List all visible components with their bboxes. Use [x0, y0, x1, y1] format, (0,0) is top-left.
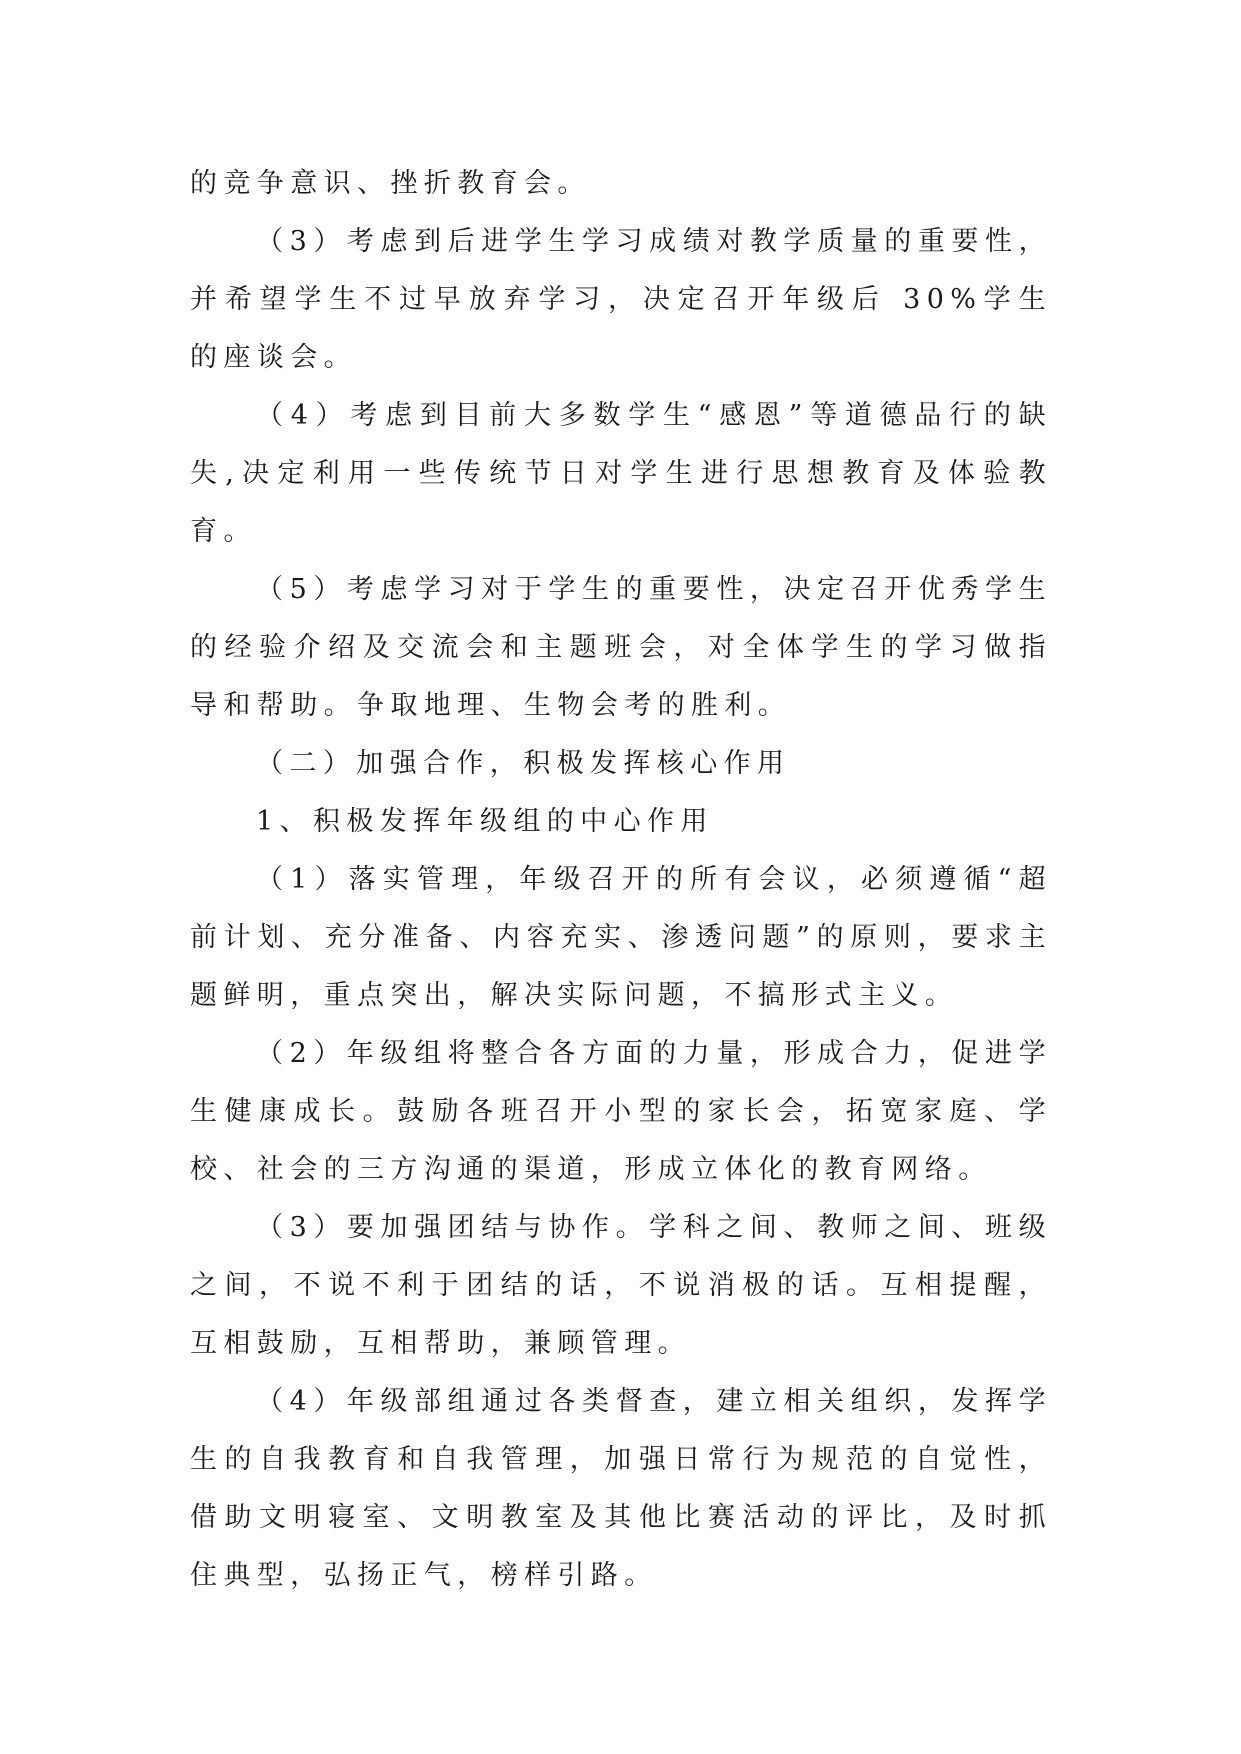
paragraph-item-5: （5）考虑学习对于学生的重要性，决定召开优秀学生的经验介绍及交流会和主题班会，对全体学生的学习做指导和帮助。争取地理、生物会考的胜利。	[190, 574, 1052, 721]
document-body	[190, 155, 1052, 1605]
paragraph-item-3: （3）考虑到后进学生学习成绩对教学质量的重要性，并希望学生不过早放弃学习，决定召开年级后 30%学生的座谈会。	[190, 226, 1052, 373]
paragraph-management-2: （2）年级组将整合各方面的力量，形成合力，促进学生健康成长。鼓励各班召开小型的家长会，拓宽家庭、学校、社会的三方沟通的渠道，形成立体化的教育网络。	[190, 1038, 1052, 1185]
subsection-heading-grade-group: 1、积极发挥年级组的中心作用	[256, 806, 714, 837]
paragraph-management-1: （1）落实管理，年级召开的所有会议，必须遵循“超前计划、充分准备、内容充实、渗透问题”的原则，要求主题鲜明，重点突出，解决实际问题，不搞形式主义。	[190, 864, 1052, 1011]
section-heading-cooperation: （二）加强合作，积极发挥核心作用	[256, 748, 791, 779]
paragraph-continuation: 的竞争意识、挫折教育会。	[190, 168, 591, 199]
paragraph-management-4: （4）年级部组通过各类督查，建立相关组织，发挥学生的自我教育和自我管理，加强日常行为规范的自觉性，借助文明寝室、文明教室及其他比赛活动的评比，及时抓住典型，弘扬正气，榜样引路。	[190, 1386, 1052, 1591]
paragraph-management-3: （3）要加强团结与协作。学科之间、教师之间、班级之间，不说不利于团结的话，不说消极的话。互相提醒，互相鼓励，互相帮助，兼顾管理。	[190, 1212, 1052, 1359]
paragraph-item-4: （4）考虑到目前大多数学生“感恩”等道德品行的缺失,决定利用一些传统节日对学生进行思想教育及体验教育。	[190, 400, 1052, 547]
